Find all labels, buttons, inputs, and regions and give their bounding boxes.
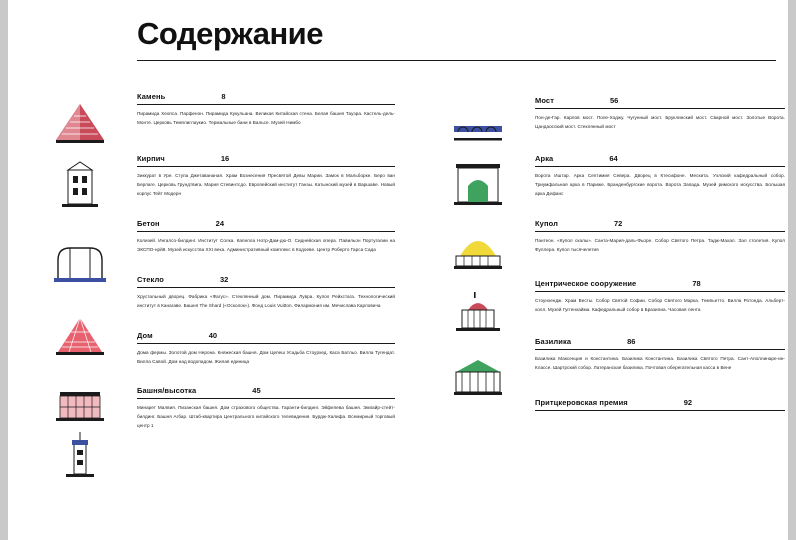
toc-entry-name: Стекло xyxy=(137,274,164,284)
toc-entry-description: Ворота Иштар. Арка Септимия Севера. Дворец в Ктесифоне. Мескита. Уэлский кафедральный собор. Триумфальная арка в Париже. Бранденбургские ворота. Ворота Запада. Музей римского искусства. Большая арка Дефанс xyxy=(535,172,785,196)
toc-entry-page: 72 xyxy=(613,218,623,228)
dome-icon xyxy=(446,222,510,280)
toc-entry-page: 86 xyxy=(627,336,636,346)
toc-entry-description: Пирамида Хеопса. Парфенон. Пирамида Кукульана. Великая Китайская стена. Белая башня Тауэра. Кастель-дель-Монте. Церковь Темплиглаукио. Термальные бани в Вальсе. Музей Нимбо xyxy=(137,111,395,125)
toc-entry-page: 56 xyxy=(609,96,619,105)
basilica-icon xyxy=(446,350,510,408)
toc-entry[interactable] xyxy=(535,337,785,373)
toc-entry[interactable] xyxy=(137,219,395,255)
toc-entry-description: Хрустальный дворец. Фабрика «Фагус». Стеклянный дом. Пирамида Лувра. Купол Рейхстага. Технологический институт в Канагаве. Башня The Shard («Осколок»). Фонд Louis Vuitton. Филармония им. Мечислава Карловича xyxy=(137,293,395,308)
pyramid-icon xyxy=(48,96,112,154)
toc-entry-head xyxy=(535,154,785,167)
toc-entry-name: Купол xyxy=(535,218,558,228)
toc-entry-description: Пон-де-Гар. Карлов мост. Поле-Ходжу. Чугунный мост. Бруклинский мост. Сварной мост. Золотые Ворота. Цандаосский мост. Стеклянный мост xyxy=(535,115,785,129)
toc-entry-description: Пантеон. «Купол скалы». Санта-Мария-даль-Фьоре. Собор Святого Петра. Тадж-Махал. Зал столетия. Купол Фуллера. Купол тысячелетия xyxy=(535,237,785,252)
toc-entry-head xyxy=(137,92,395,105)
toc-entry-name: Притцкеровская премия xyxy=(535,398,628,408)
house-icon xyxy=(48,374,112,432)
toc-entry-description: Зиккурат в Уре. Ступа Джетавананая. Храм Вознесения Пресвятой Девы Марии. Замок в Мальборке. Беро ван Берлаге. Церковь Грундтвига. Мария Стевинтсдо. Европейский институт Ганзы. Катынский музей в Варшаве. Новый корпус Тейт Модерн xyxy=(137,172,395,196)
glass-pyramid-icon xyxy=(48,308,112,366)
toc-entry-page: 45 xyxy=(252,386,261,396)
arch-icon xyxy=(446,156,510,214)
toc-right-column xyxy=(535,92,785,431)
toc-entry-head xyxy=(535,337,785,350)
toc-entry-name: Бетон xyxy=(137,218,160,228)
toc-entry-head xyxy=(535,279,785,292)
tower-icon xyxy=(48,428,112,486)
toc-entry-head xyxy=(535,219,785,232)
toc-entry-description: Минарет Малвия. Пизанская башня. Дом страхового общества. Гаранти-билдинг. Эйфелева башня. Эмпайр-стейт-билдинг. Башня Агбар. Штаб-квартира Центрального китайского телевидения. Бурдж-Халифа. Всемирный торговый центр 1 xyxy=(137,405,395,429)
toc-entry[interactable] xyxy=(535,279,785,315)
toc-entry-head xyxy=(137,154,395,167)
toc-entry-name: Кирпич xyxy=(137,153,165,163)
toc-entry-description: Колизей. Ингалсо-билдинг. Институт Солка. Капелла Нотр-Дам-дю-О. Сиднейская опера. Павильон Португалии на ЭКСПО-нрй8. Музей искусства XXI века. Административный комплекс в Кодоеве. Центр Роберто Гарса Сада xyxy=(137,237,395,252)
toc-entry-name: Мост xyxy=(535,96,554,105)
page-title: Содержание xyxy=(137,16,323,51)
bridge-icon xyxy=(446,100,510,158)
concrete-arch-icon xyxy=(48,234,112,292)
toc-entry-page: 92 xyxy=(683,398,693,408)
toc-entry[interactable] xyxy=(137,386,395,431)
toc-entry-head xyxy=(137,219,395,232)
toc-entry[interactable] xyxy=(137,154,395,199)
toc-entry[interactable] xyxy=(535,96,785,132)
toc-entry-name: Арка xyxy=(535,153,554,163)
toc-entry-name: Базилика xyxy=(535,336,572,346)
toc-entry-head xyxy=(535,398,785,411)
toc-entry[interactable] xyxy=(137,275,395,311)
toc-entry-head xyxy=(137,386,395,399)
toc-left-column xyxy=(137,92,395,451)
toc-entry-page: 32 xyxy=(219,274,229,284)
toc-entry-page: 40 xyxy=(208,330,218,340)
toc-entry[interactable] xyxy=(535,398,785,411)
toc-entry[interactable] xyxy=(535,154,785,199)
toc-entry-page: 24 xyxy=(215,218,224,228)
toc-entry-name: Камень xyxy=(137,92,166,101)
toc-entry-head xyxy=(137,275,395,288)
brick-tower-icon xyxy=(48,158,112,216)
toc-entry-page: 16 xyxy=(220,153,230,163)
toc-entry[interactable] xyxy=(535,219,785,255)
toc-entry-name: Дом xyxy=(137,330,153,340)
page-sheet xyxy=(8,0,788,540)
toc-entry-page: 78 xyxy=(692,278,701,288)
toc-entry-description: Базилика Максенция и Константина. Базилика Константина. Базилика Святого Петра. Сант-Аполлинаре-ин-Классе. Шартрский собор. Латеранская базилика. Почтовая оберегательная касса в Вене xyxy=(535,355,785,370)
page-title-block xyxy=(137,18,777,61)
toc-entry[interactable] xyxy=(137,92,395,128)
toc-entry-name: Башня/высотка xyxy=(137,386,197,396)
toc-entry-description: Стоунхендж. Храм Весты. Собор Святой Софии. Собор Святого Марка. Темпьетто. Вилла Ротонда. Альберт-холл. Музей Гуггенхайма. Кафедральный собор в Бразилиа. Часовая лента xyxy=(535,297,785,312)
central-building-icon xyxy=(446,286,510,344)
toc-entry-description: Дома фермы. Золотой дом Нерона. Княжеская башня. Дом Цепеш Усадьба Стоурхед. Каса Батльо. Вилла Тугендат. Вилла Савой. Дом над водопадом. Жилая единица xyxy=(137,349,395,364)
toc-entry-name: Центрическое сооружение xyxy=(535,278,637,288)
toc-entry-page: 64 xyxy=(609,153,618,163)
toc-entry-page: 8 xyxy=(221,92,226,101)
title-divider xyxy=(137,60,776,61)
toc-entry-head xyxy=(137,331,395,344)
toc-entry[interactable] xyxy=(137,331,395,367)
toc-entry-head xyxy=(535,96,785,109)
